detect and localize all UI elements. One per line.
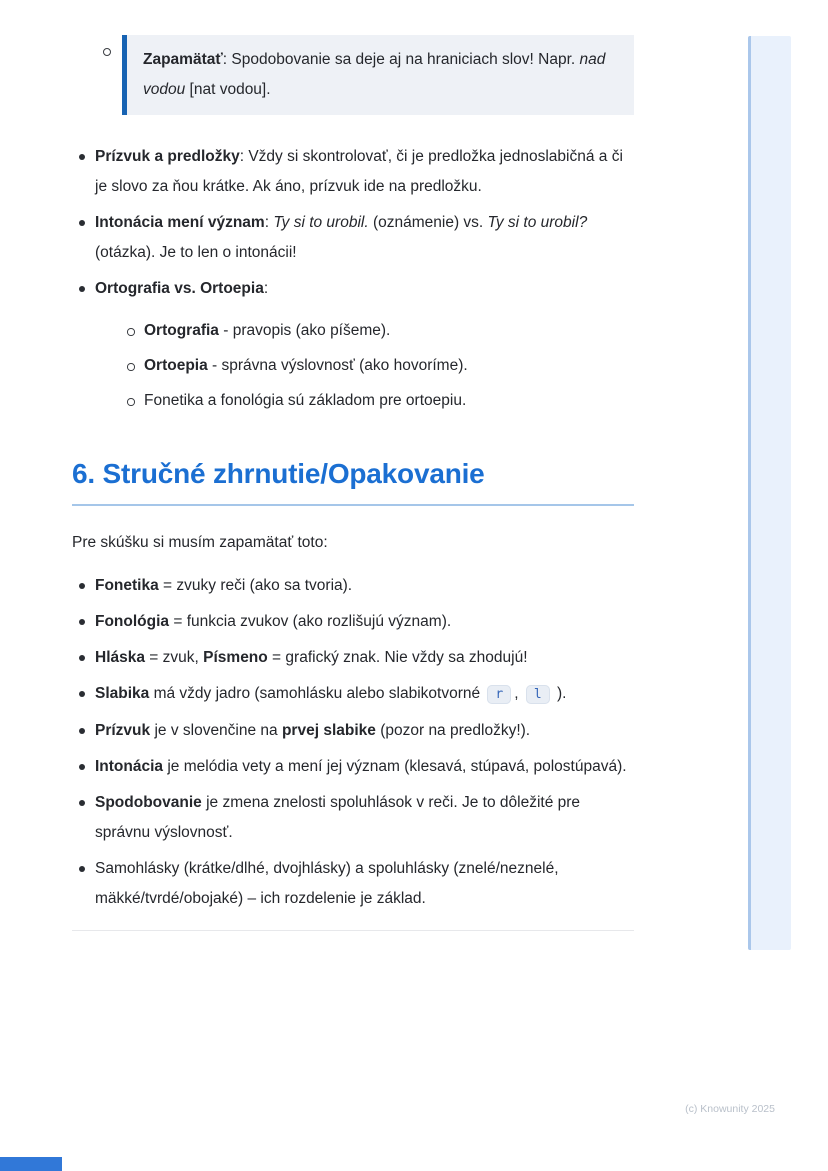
text-segment: Ortografia vs. Ortoepia xyxy=(95,280,264,297)
text-segment: Ty si to urobil? xyxy=(487,214,588,231)
text-segment: ). xyxy=(552,685,567,702)
summary-list-item xyxy=(72,752,634,782)
text-segment: Intonácia mení význam xyxy=(95,214,265,231)
text-segment: prvej slabike xyxy=(281,722,376,739)
text-segment: : xyxy=(264,214,274,231)
sub-list-item xyxy=(121,351,634,381)
text-segment: = grafický znak. Nie vždy sa zhodujú! xyxy=(267,649,528,666)
text-segment: Spodobovanie xyxy=(95,794,202,811)
summary-list-item xyxy=(72,607,634,637)
summary-list-item xyxy=(72,643,634,673)
sub-list-item xyxy=(121,386,634,416)
text-segment: je zmena znelosti spoluhlások v reči. Je to dôležité pre správnu výslovnosť. xyxy=(95,794,581,841)
section-divider xyxy=(72,930,634,931)
summary-list-item xyxy=(72,716,634,746)
text-segment: Zapamätať xyxy=(143,51,223,68)
text-segment: Prízvuk xyxy=(95,722,151,739)
section-intro: Pre skúšku si musím zapamätať toto: xyxy=(72,534,328,551)
text-segment: - pravopis (ako píšeme). xyxy=(218,322,391,339)
page-edge-bar xyxy=(748,36,791,950)
text-segment: Fonetika a fonológia sú základom pre ortoepiu. xyxy=(144,392,467,409)
text-segment: Ortografia xyxy=(144,322,219,339)
callout-text xyxy=(143,45,618,105)
document-content xyxy=(72,35,634,931)
section-heading: 6. Stručné zhrnutie/Opakovanie xyxy=(72,456,634,506)
summary-list-item xyxy=(72,679,634,710)
copyright-footer: (c) Knowunity 2025 xyxy=(685,1103,775,1115)
text-segment: Písmeno xyxy=(203,649,268,666)
text-segment: Samohlásky (krátke/dlhé, dvojhlásky) a spoluhlásky (znelé/neznelé, mäkké/tvrdé/obojaké) – ich rozdelenie je základ. xyxy=(95,860,559,907)
text-segment: je v slovenčine na xyxy=(150,722,282,739)
text-segment: Ty si to urobil. xyxy=(273,214,369,231)
list-item xyxy=(72,142,634,202)
sub-list xyxy=(95,316,634,416)
text-segment: (oznámenie) vs. xyxy=(368,214,488,231)
callout-note xyxy=(122,35,634,115)
text-segment: : Spodobovanie sa deje aj na hraniciach slov! Napr. xyxy=(222,51,580,68)
summary-list-item xyxy=(72,788,634,848)
text-segment: : xyxy=(263,280,269,297)
text-segment: = funkcia zvukov (ako rozlišujú význam). xyxy=(169,613,452,630)
text-segment: Hláska xyxy=(95,649,145,666)
text-segment: : Vždy si skontrolovať, či je predložka jednoslabičná a či je slovo za ňou krátke. Ak áno, prízvuk ide na predložku. xyxy=(95,148,623,195)
text-segment: Fonetika xyxy=(95,577,159,594)
text-segment: Slabika xyxy=(95,685,150,702)
text-segment: je melódia vety a mení jej význam (klesavá, stúpavá, polostúpavá). xyxy=(163,758,627,775)
summary-list-item xyxy=(72,854,634,914)
text-segment: Prízvuk a predložky xyxy=(95,148,240,165)
text-segment: nad vodou xyxy=(143,51,606,98)
text-segment: (pozor na predložky!). xyxy=(375,722,531,739)
text-segment: = zvuk, xyxy=(144,649,204,666)
text-segment: má vždy jadro (samohlásku alebo slabikotvorné xyxy=(149,685,485,702)
text-segment: , xyxy=(514,685,523,702)
summary-list-item xyxy=(72,571,634,601)
inline-code-chip: r xyxy=(487,685,511,704)
key-points-list xyxy=(72,142,634,416)
inline-code-chip: l xyxy=(526,685,550,704)
list-item-text xyxy=(95,280,268,297)
summary-list xyxy=(72,571,634,914)
sub-list-item xyxy=(121,316,634,346)
text-segment: = zvuky reči (ako sa tvoria). xyxy=(158,577,353,594)
text-segment: (otázka). Je to len o intonácii! xyxy=(95,244,297,261)
text-segment: Fonológia xyxy=(95,613,170,630)
page-corner-accent xyxy=(0,1157,62,1171)
text-segment: [nat vodou]. xyxy=(185,81,271,98)
callout-list-item xyxy=(72,35,634,115)
list-item xyxy=(72,274,634,416)
text-segment: Ortoepia xyxy=(144,357,208,374)
list-item xyxy=(72,208,634,268)
text-segment: - správna výslovnosť (ako hovoríme). xyxy=(207,357,468,374)
text-segment: Intonácia xyxy=(95,758,164,775)
